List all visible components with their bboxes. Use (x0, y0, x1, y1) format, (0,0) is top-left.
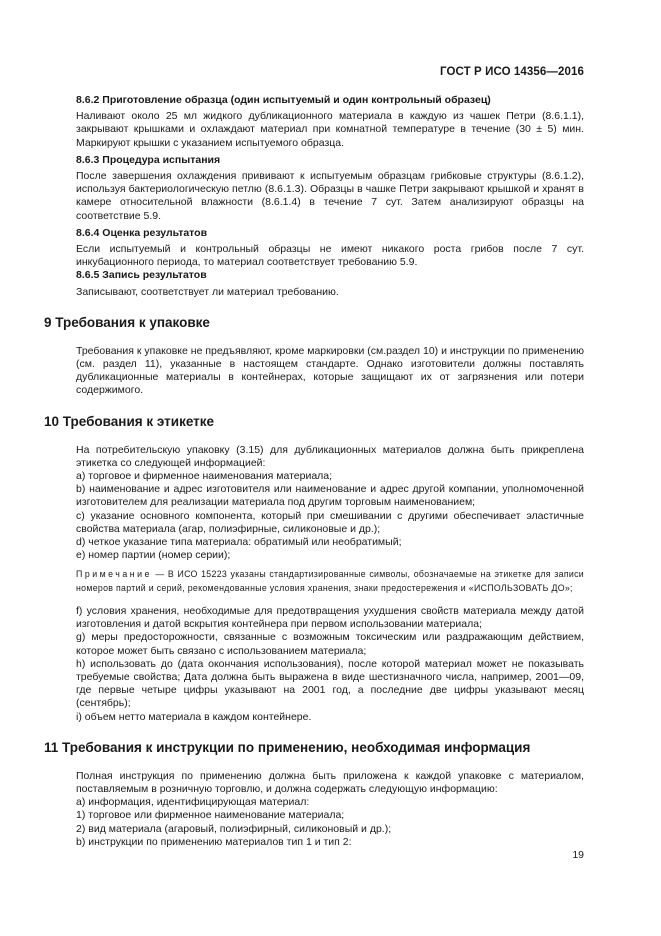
note-text: — В ИСО 15223 указаны стандартизированные символы, обозначаемые на этикетке для записи номеров партий и серий, рекомендованные условия хранения, знаки предостережения и «ИСПОЛЬЗОВАТЬ ДО»; (76, 569, 585, 593)
paragraph-8-6-5: Записывают, соответствует ли материал требованию. (76, 285, 339, 298)
list-item: i) объем нетто материала в каждом контейнере. (76, 710, 312, 723)
note-label: Примечание (76, 569, 152, 580)
list-item: 2) вид материала (агаровый, полиэфирный, силиконовый и др.); (76, 822, 392, 835)
list-item: a) торговое и фирменное наименования материала; (76, 470, 333, 483)
page-content (44, 94, 585, 849)
paragraph-8-6-2: Наливают около 25 мл жидкого дубликационного материала в каждую из чашек Петри (8.6.1.1), закрывают крышками и охлаждают материал при комнатной температуре в течение (30 ± 5) мин. Маркируют крышки с указанием испытуемого образца. (76, 110, 584, 149)
paragraph-9: Требования к упаковке не предъявляют, кроме маркировки (см.раздел 10) и инструкции по применению (см. раздел 11), указанные в настоящем стандарте. Однако изготовители должны поставлять дубликационные материалы в контейнерах, которые защищают их от загрязнения или потери содержимого. (76, 344, 584, 397)
subsection-title-8-6-2: 8.6.2 Приготовление образца (один испытуемый и один контрольный образец) (76, 94, 491, 106)
note (76, 568, 584, 594)
paragraph-10-intro: На потребительскую упаковку (3.15) для дубликационных материалов должна быть прикреплена этикетка со следующей информацией: (76, 443, 584, 469)
section-title-10: 10 Требования к этикетке (44, 413, 215, 429)
page-number: 19 (572, 849, 584, 861)
list-item: h) использовать до (дата окончания использования), после которой материал может не показывать требуемые свойства; Дата должна быть выражена в виде шестизначного числа, например, 2001—09, где первые четыре цифры указывают на 2001 год, а последние две цифры указывают месяц (сентябрь); (76, 657, 584, 710)
document-id-header: ГОСТ Р ИСО 14356—2016 (439, 66, 584, 78)
list-item: c) указание основного компонента, который при смешивании с другими обеспечивает эластичные свойства материала (агар, полиэфирные, силиконовые и др.); (76, 509, 584, 535)
list-item: e) номер партии (номер серии); (76, 549, 231, 562)
subsection-title-8-6-5: 8.6.5 Запись результатов (76, 269, 207, 282)
section-title-9: 9 Требования к упаковке (44, 314, 210, 330)
section-title-11: 11 Требования к инструкции по применению, необходимая информация (44, 739, 531, 755)
list-item: b) инструкции по применению материалов тип 1 и тип 2: (76, 835, 352, 848)
list-item: a) информация, идентифицирующая материал: (76, 796, 310, 809)
list-item: b) наименование и адрес изготовителя или наименование и адрес другой компании, уполномоченной изготовителем для реализации материала под другим торговым наименованием; (76, 483, 584, 509)
list-item: g) меры предосторожности, связанные с возможным токсическим или раздражающим действием, которое может быть связано с использованием материала; (76, 631, 584, 657)
paragraph-8-6-4: Если испытуемый и контрольный образцы не имеют никакого роста грибов после 7 сут. инкубационного периода, то материал соответствует требованию 5.9. (76, 243, 584, 269)
paragraph-11-intro: Полная инструкция по применению должна быть приложена к каждой упаковке с материалом, поставляемым в розничную торговлю, и должна содержать следующую информацию: (76, 769, 584, 795)
subsection-title-8-6-3: 8.6.3 Процедура испытания (76, 153, 221, 166)
list-item: d) четкое указание типа материала: обратимый или необратимый; (76, 536, 402, 549)
list-item: 1) торговое или фирменное наименование материала; (76, 809, 345, 822)
paragraph-8-6-3: После завершения охлаждения прививают к испытуемым образцам грибковые структуры (8.6.1.2), используя бактериологическую петлю (8.6.1.3). Образцы в чашке Петри закрывают крышкой и хранят в камере относительной влажности (8.6.1.4) в течение 7 сут. Затем анализируют образцы на соответствие 5.9. (76, 170, 584, 222)
list-item: f) условия хранения, необходимые для предотвращения ухудшения свойств материала между датой изготовления и датой вскрытия контейнера при первом использовании материала; (76, 604, 584, 631)
subsection-title-8-6-4: 8.6.4 Оценка результатов (76, 226, 208, 239)
